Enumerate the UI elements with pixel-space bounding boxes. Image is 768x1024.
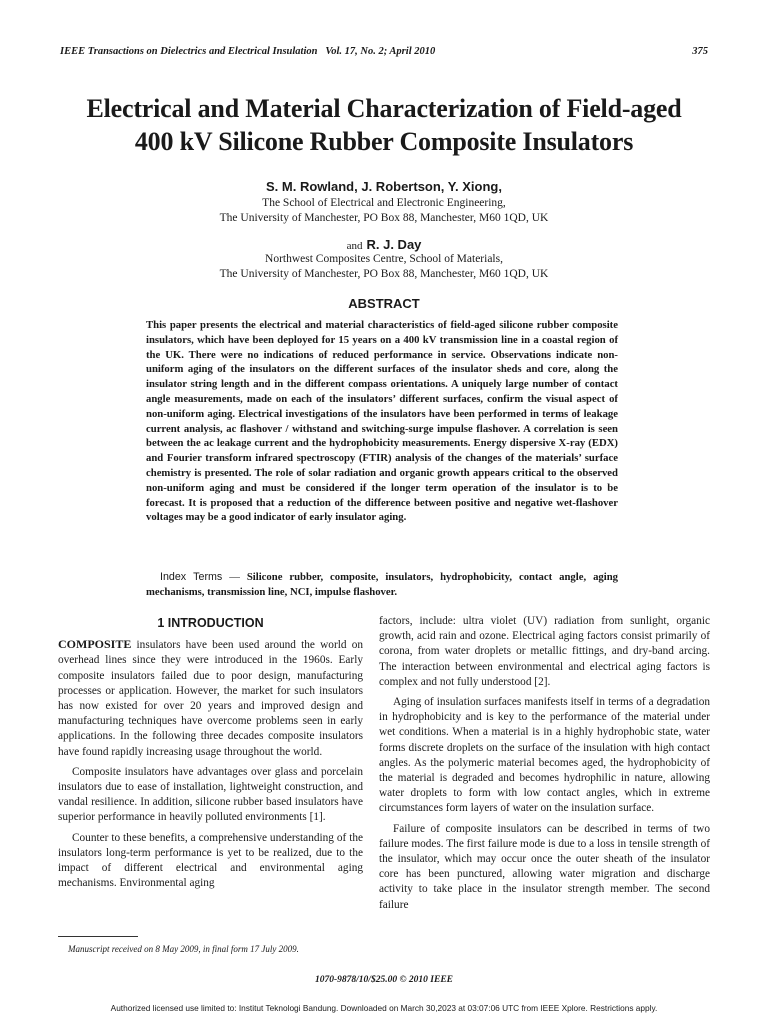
author-list-primary: S. M. Rowland, J. Robertson, Y. Xiong, [266,179,502,194]
paragraph: Failure of composite insulators can be described in terms of two failure modes. The first failure mode is due to a loss in tensile strength of the insulator, which may occur once the outer sheath of the insulator core has been punctured, allowing water migration and discharge activity to take place in the insulator strength member. The second failure [379,822,710,911]
right-column [379,614,710,918]
affiliation-1-line-2: The University of Manchester, PO Box 88, Manchester, M60 1QD, UK [219,212,549,224]
journal-name: IEEE Transactions on Dielectrics and Electrical Insulation [60,46,318,57]
author-secondary: R. J. Day [366,237,422,252]
affiliation-2 [60,252,708,282]
page-number: 375 [692,46,708,57]
index-terms-label: Index Terms [160,571,223,583]
abstract-text: This paper presents the electrical and material characteristics of field-aged silicone rubber composite insulators, which have been deployed for 15 years on a 400 kV transmission line in a coastal region of the UK. There were no indications of reduced performance in service. Observations indicate non-uniform aging of the insulators on the different surfaces of the insulator sheds and core, along the insulator string length and in the different compass orientations. A uniquely large number of contact angle measurements, made on each of the insulators’ different surfaces, confirm the visual aspect of non-uniform aging. Electrical investigations of the insulators have been performed in terms of leakage current analysis, ac flashover / withstand and switching-surge impulse flashover. A correlation is seen between the ac leakage current and the hydrophobicity measurements. Energy dispersive X-ray (EDX) and Fourier transform infrared spectroscopy (FTIR) analysis of the changes of the materials’ surface chemistry is presented. The role of solar radiation and organic growth appears critical to the observed non-uniform aging and must be considered if the longer term operation of the insulator is to be forecast. It is proposed that a reduction of the difference between positive and negative wet-flashover voltages may be a good indicator of early insulator aging. [146,319,618,524]
paragraph: Counter to these benefits, a comprehensive understanding of the insulators long-term performance is yet to be realized, due to the impact of different electrical and environmental aging mechanisms. Environmental aging [58,831,363,890]
title-line-1: Electrical and Material Characterization of Field-aged [86,94,682,123]
and-word: and [346,240,363,252]
paper-title [40,92,728,158]
paragraph: Aging of insulation surfaces manifests itself in terms of a degradation in hydrophobicity and is key to the performance of the material under wet conditions. When a material is in a highly hydrophobic state, water forms discrete droplets on the surface of the insulation with high contact angles. As the polymeric material becomes aged, the hydrophobicity of the material is degraded and becomes hydrophilic in nature, allowing water droplets to form with low contact angles, which in extreme circumstances form layers of water on the insulation surface. [379,696,710,815]
manuscript-footnote: Manuscript received on 8 May 2009, in final form 17 July 2009. [68,944,299,954]
index-terms-dash: — [222,571,247,583]
index-terms [146,570,618,600]
affiliation-1-line-1: The School of Electrical and Electronic Engineering, [262,197,506,209]
license-notice: Authorized licensed use limited to: Institut Teknologi Bandung. Downloaded on March 30,2023 at 03:07:06 UTC from IEEE Xplore. Restrictions apply. [110,1003,658,1013]
paragraph: factors, include: ultra violet (UV) radiation from sunlight, organic growth, acid rain and ozone. Electrical aging factors consist primarily of corona, from water droplets or metallic fittings, and dry-band arcing. The interaction between environmental and electrical aging factors is complex and not fully understood [2]. [379,615,710,688]
affiliation-2-line-1: Northwest Composites Centre, School of Materials, [265,253,503,265]
lead-word: COMPOSITE [58,637,132,652]
footnote-divider [58,936,138,937]
affiliation-2-line-2: The University of Manchester, PO Box 88, Manchester, M60 1QD, UK [219,268,549,280]
paragraph-text: insulators have been used around the world on overhead lines since they were introduced in the 1960s. Early composite insulators failed due to poor design, manufacturing processes or application. However, the market for such insulators has now existed for over 20 years and improved design and manufacturing techniques have overcome problems seen in early applications. In the following three decades composite insulators have found rapidly increasing usage throughout the world. [58,639,363,758]
paragraph: Composite insulators have advantages over glass and porcelain insulators due to ease of installation, lightweight construction, and vandal resilience. In addition, silicone rubber based insulators have superior performance in heavily polluted environments [1]. [58,765,363,824]
running-header [60,46,708,57]
title-line-2: 400 kV Silicone Rubber Composite Insulators [134,127,634,156]
copyright-line: 1070-9878/10/$25.00 © 2010 IEEE [315,975,453,985]
journal-volume: Vol. 17, No. 2; April 2010 [325,46,436,57]
affiliation-1 [60,196,708,226]
index-terms-list: Silicone rubber, composite, insulators, hydrophobicity, contact angle, aging mechanisms, transmission line, NCI, impulse flashover. [146,571,619,598]
section-heading-introduction: 1 INTRODUCTION [157,616,264,630]
left-column [58,616,363,896]
paragraph [58,637,363,760]
abstract-heading: ABSTRACT [348,296,420,311]
